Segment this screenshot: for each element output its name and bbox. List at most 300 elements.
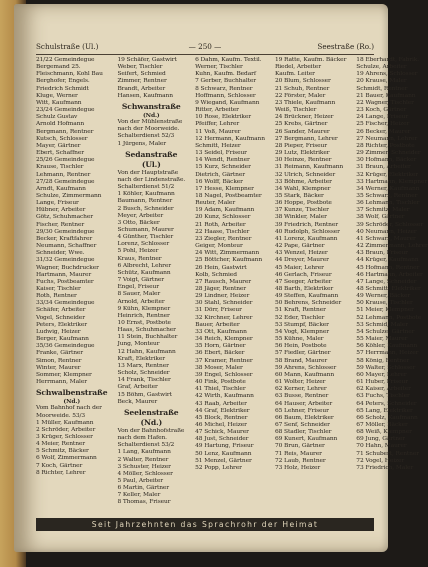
directory-entry: 60 Mann, Kaufmann <box>274 371 335 378</box>
directory-entry: 33 Hartmann, Klempner <box>356 178 428 185</box>
directory-entry: Berger, Kaufmann <box>36 336 89 343</box>
directory-entry: Schalterdienst 51/2 <box>117 184 175 191</box>
directory-entry: 18 Nagel, Postbeamter <box>195 192 262 199</box>
directory-entry: Roth, Rentner <box>36 293 77 300</box>
directory-entry: 38 Moser, Maler <box>195 364 243 371</box>
directory-entry: 19 Ratte, Kaufm. Bäcker <box>274 57 347 63</box>
directory-entry: Kluge, Werner <box>36 92 78 99</box>
directory-entry: 3 Otto, Bäcker <box>117 219 160 226</box>
directory-entry: 2 Busch, Schneider <box>117 205 174 212</box>
directory-entry: 28 Jäger, Rentner <box>195 286 247 292</box>
directory-entry: Berghofer, Engels. <box>36 78 90 85</box>
directory-entry: 70 Hahn, Maurer <box>356 443 407 450</box>
directory-entry: 58 Brand, Maurer <box>274 357 328 364</box>
directory-entry: 12 Hahn, Kaufmann <box>117 348 176 355</box>
directory-entry: 45 Hofmann, Rentner <box>356 264 420 271</box>
directory-entry: 29 Lutz, Elektriker <box>274 150 330 157</box>
directory-entry: 40 Neumann, Heizer <box>356 228 417 235</box>
directory-entry: Von der Hauptstraße <box>117 169 179 176</box>
directory-entry: Weiß, Tischler <box>274 107 317 114</box>
directory-entry: 31 Braun, Arbeiter <box>356 164 411 171</box>
directory-entry: 26 Becker, Maurer <box>356 128 411 135</box>
footer-banner: Seit Jahrzehnten das Sprachrohr der Heimat <box>36 518 374 531</box>
directory-entry: 69 Kunert, Kaufmann <box>274 436 338 443</box>
directory-entry: 52 Lehmann, Postbote <box>356 314 422 321</box>
directory-entry: 7 Koch, Gärtner <box>36 462 83 469</box>
directory-entry: Vogel, Schneider <box>36 314 85 321</box>
directory-entry: 52 Popp, Lehrer <box>195 464 242 471</box>
directory-entry: 61 Wolter, Heizer <box>274 379 326 386</box>
directory-entry: Franke, Gärtner <box>36 350 84 357</box>
directory-entry: 27 Bergmann, Lehrer <box>274 135 338 142</box>
directory-entry: Reuter, Maler <box>195 200 236 207</box>
directory-entry: 64 Hauser, Arbeiter <box>274 400 333 407</box>
directory-entry: 19 Adam, Kaufmann <box>195 207 255 214</box>
directory-entry: Götz, Schuhmacher <box>36 214 93 221</box>
directory-entry: 8 Sauer, Maler <box>117 291 161 298</box>
directory-entry: 72 Laub, Rentner <box>274 457 326 464</box>
directory-entry: 28 Richter, Postbote <box>356 142 415 149</box>
directory-entry: 22 Wagner, Tischler <box>356 99 414 106</box>
directory-entry: 65 Lehner, Friseur <box>274 407 329 414</box>
directory-column-3 <box>195 57 265 505</box>
directory-entry: Lange, Friseur <box>36 200 79 207</box>
directory-entry: 10 Rose, Elektriker <box>195 114 252 121</box>
street-heading: Schwalbenstraße <box>36 388 108 398</box>
directory-entry: 37 Schmitz, Maler <box>356 207 410 214</box>
directory-entry: 2 Walter, Rentner <box>117 456 169 463</box>
directory-entry: 5 Paul, Arbeiter <box>117 477 163 484</box>
directory-entry: 2 Schröder, Arbeiter <box>36 426 96 433</box>
directory-entry: 48 Schmitt, Elektriker <box>356 286 421 292</box>
directory-entry: 43 Wenzel, Heizer <box>274 250 328 257</box>
directory-entry: 36 Ebert, Bäcker <box>195 350 245 357</box>
directory-entry: 34 Wahl, Klempner <box>274 185 331 192</box>
directory-entry: 67 Senf, Schneider <box>274 421 330 428</box>
directory-entry: 4 Möller, Schlosser <box>117 470 173 477</box>
directory-entry: 32 Kirchner, Lehrer <box>195 314 253 321</box>
directory-entry: 15 Böhm, Gastwirt <box>117 391 172 398</box>
directory-entry: 20 Kunz, Schlosser <box>195 214 251 221</box>
directory-entry: 49 Hartung, Friseur <box>195 443 254 450</box>
directory-entry: 32 Ulrich, Schneider <box>274 171 336 178</box>
directory-entry: Kraft, Elektriker <box>117 355 165 362</box>
directory-entry: 34 Werner, Kaufmann <box>356 185 420 192</box>
directory-entry: Hansen, Kaufmann <box>117 92 173 99</box>
directory-entry: 25 Krebs, Gärtner <box>274 121 328 128</box>
directory-entry: nach der Lindenstraße. <box>117 176 186 183</box>
directory-entry: 32 Krüger, Elektriker <box>356 171 418 178</box>
directory-entry: 57 Herrmann, Heizer <box>356 350 419 357</box>
directory-entry: 71 Schubert, Rentner <box>356 450 419 457</box>
directory-entry: 27 Rausch, Maurer <box>195 278 251 285</box>
directory-entry: 42 Pape, Gärtner <box>274 243 325 250</box>
directory-entry: 41 Lorenz, Kaufmann <box>274 235 338 242</box>
directory-entry: 24 Witt, Zimmermann <box>195 250 260 257</box>
directory-entry: Schalterdienst 53/2 <box>117 442 175 449</box>
directory-entry: Neumann, Schaffner <box>36 243 97 250</box>
directory-entry: 6 Wolf, Zimmermann <box>36 455 97 462</box>
directory-entry: Haas, Schuhmacher <box>117 327 176 334</box>
directory-entry: 10 Ernst, Postbote <box>117 320 171 326</box>
directory-entry: 39 Schröder, Schlosser <box>356 221 424 228</box>
directory-entry: 53 Stumpf, Bäcker <box>274 321 329 328</box>
directory-entry: 21 Roth, Arbeiter <box>195 221 246 228</box>
directory-entry: Lehmann, Rentner <box>36 171 91 178</box>
directory-entry: Fischer, Rentner <box>36 221 85 228</box>
directory-entry: 8 Richter, Lehrer <box>36 469 86 476</box>
directory-entry: 23 Koch, Gärtner <box>356 107 407 114</box>
street-heading: Sedanstraße (Ul.) <box>125 149 178 169</box>
directory-entry: 52 Eder, Tischler <box>274 314 325 321</box>
directory-entry: 27 Neumann, Lehrer <box>356 135 418 142</box>
directory-entry: 17 Hesse, Klempner <box>195 185 254 192</box>
directory-entry: 63 Fuchs, Tischler <box>356 393 410 400</box>
directory-entry: Hübner, Arbeiter <box>36 207 86 214</box>
directory-entry: Zimmer, Rentner <box>117 78 167 85</box>
directory-entry: 46 Hartmann, Arbeiter <box>356 271 423 278</box>
directory-entry: Ludwig, Heizer <box>36 328 81 335</box>
directory-entry: 5 Schmitz, Bäcker <box>36 448 89 455</box>
directory-entry: 9 Wiegand, Kaufmann <box>195 99 260 106</box>
directory-entry: 66 Scholz, Kaufmann <box>356 414 418 421</box>
directory-entry: Schumann, Maurer <box>117 226 174 233</box>
directory-entry: 6 Dahm, Kaufm. Textil. <box>195 57 262 63</box>
directory-entry: 58 König, Rentner <box>356 357 410 364</box>
street-heading: Schwanstraße <box>121 101 181 111</box>
directory-entry: 23 Ziegler, Rentner <box>195 235 252 242</box>
directory-entry: Kraus, Rentner <box>117 255 162 262</box>
directory-entry: 13 Marx, Rentner <box>117 362 169 369</box>
directory-entry: Kuhn, Kaufm. Bedarf <box>195 71 256 78</box>
directory-entry: 47 Seeger, Arbeiter <box>274 278 332 285</box>
directory-entry: Kutsch, Schlosser <box>36 135 88 142</box>
directory-entry: Wagner, Buchdrucker <box>36 264 99 271</box>
directory-entry: 30 Heinze, Rentner <box>274 157 332 164</box>
directory-page <box>14 4 428 552</box>
directory-entry: 55 Maier, Maurer <box>356 336 408 343</box>
directory-entry: 20 Blum, Schlosser <box>274 78 331 85</box>
directory-entry: Sommer, Klempner <box>36 371 92 378</box>
directory-entry: 66 Baum, Elektriker <box>274 414 334 421</box>
directory-entry: 41 Schwarz, Maurer <box>356 235 416 242</box>
directory-entry: 7 Keller, Maler <box>117 492 161 499</box>
directory-entry: 44 Dreyer, Maurer <box>274 257 329 264</box>
directory-entry: 8 Thomas, Friseur <box>117 499 171 506</box>
directory-entry: Witt, Kaufmann <box>36 99 82 106</box>
directory-entry: 33 Ott, Kaufmann <box>195 328 247 335</box>
directory-entry: 49 Steffen, Kaufmann <box>274 293 339 300</box>
directory-entry: 43 Braun, Friseur <box>356 250 408 257</box>
directory-entry: 63 Busse, Rentner <box>274 393 329 400</box>
directory-entry: Fleischmann, Kohl Bau <box>36 71 103 78</box>
directory-entry: Schulze, Arbeiter <box>356 64 407 71</box>
directory-entry: 44 Krüger, Kaufmann <box>356 257 419 264</box>
directory-entry: Graf, Arbeiter <box>117 384 158 391</box>
directory-entry: 55 Kühne, Maler <box>274 336 324 343</box>
directory-entry: nach dem Hafen. <box>117 435 167 442</box>
directory-entry: 41 Thiel, Tischler <box>195 386 246 393</box>
directory-entry: 47 Lange, Schneider <box>356 278 417 285</box>
directory-entry: 30 Hofmann, Bäcker <box>356 157 417 164</box>
directory-entry: 64 Peters, Schneider <box>356 400 417 407</box>
directory-entry: 72 Vogel, Heizer <box>356 457 405 464</box>
directory-entry: Schulze, Zimmermann <box>36 192 102 199</box>
directory-entry: 71 Reis, Maurer <box>274 450 322 457</box>
directory-entry: 47 Schick, Maurer <box>195 429 249 436</box>
directory-entry: Jung, Monteur <box>117 341 160 348</box>
directory-entry: Mayer, Gärtner <box>36 142 81 149</box>
directory-entry: 53 Schmid, Maler <box>356 321 408 328</box>
directory-entry: Schmidt, Rentner <box>356 85 408 92</box>
directory-entry: 70 Brun, Gärtner <box>274 443 325 450</box>
directory-entry: Moorweide. 53/3 <box>36 412 86 419</box>
header-left-street: Schulstraße (Ul.) <box>36 42 99 51</box>
directory-entry: Meyer, Arbeiter <box>117 212 164 219</box>
directory-entry: 23 Thiele, Kaufmann <box>274 99 336 106</box>
directory-entry: 4 Günther, Tischler <box>117 234 174 241</box>
directory-entry: 67 Möller, Bäcker <box>356 421 408 428</box>
directory-entry: 62 Kaiser, Arbeiter <box>356 386 411 393</box>
directory-entry: 40 Fink, Postbote <box>195 379 246 386</box>
directory-entry: Von der Mühlenstraße <box>117 119 183 126</box>
directory-entry: nach der Moorweide. <box>117 126 180 133</box>
directory-entry: Bergemand 25. <box>36 64 81 71</box>
directory-entry: 31 Dörr, Friseur <box>195 307 242 314</box>
directory-column-2 <box>117 57 185 505</box>
directory-entry: 1 Lang, Kaufmann <box>117 449 171 456</box>
directory-entry: Riedel, Arbeiter <box>274 64 321 71</box>
directory-entry: 14 Wendt, Rentner <box>195 157 250 164</box>
directory-entry: 59 Ahrens, Schlosser <box>274 364 337 371</box>
directory-entry: 31/32 Gemeindegue <box>36 257 95 264</box>
directory-entry: 50 Krause, Tischler <box>356 300 413 307</box>
directory-column-5 <box>356 57 427 505</box>
directory-entry: Ebert, Schaffner <box>36 150 84 157</box>
directory-entry: Geiger, Monteur <box>195 243 243 250</box>
directory-entry: 44 Graf, Elektriker <box>195 407 250 414</box>
directory-entry: Arnold, Arbeiter <box>117 298 165 305</box>
directory-entry: Herrmann, Maler <box>36 379 87 386</box>
directory-entry: Kolb, Schmied <box>195 271 237 278</box>
directory-entry: Schäfer, Arbeiter <box>36 307 86 314</box>
directory-entry: 3 Schuster, Heizer <box>117 463 171 470</box>
directory-entry: 73 Friedrich, Maler <box>356 464 414 471</box>
directory-entry: 11 Stein, Buchhalter <box>117 334 178 341</box>
directory-entry: 15 Kurz, Schneider <box>195 164 251 171</box>
page-number: — 250 — <box>188 42 222 51</box>
directory-entry: Dietrich, Gärtner <box>195 171 245 178</box>
directory-entry: 4 Meier, Rentner <box>36 441 85 448</box>
directory-entry: Fuchs, Postbeamter <box>36 278 94 285</box>
directory-entry: Ritter, Arbeiter <box>195 107 239 114</box>
directory-entry: 22 Förster, Maler <box>274 92 326 99</box>
directory-entry: 51 Meier, Klempner <box>356 307 414 314</box>
directory-entry: (Nd.) <box>142 111 160 119</box>
directory-entry: 33 Böhme, Arbeiter <box>274 178 332 185</box>
directory-entry: 11 Voß, Maurer <box>195 128 241 135</box>
directory-entry: 9 Kühn, Klempner <box>117 305 171 312</box>
directory-entry: Peters, Elektriker <box>36 321 87 328</box>
directory-entry: 34 Reich, Klempner <box>195 336 253 343</box>
directory-entry: Schulz Gustav <box>36 114 78 121</box>
directory-entry: 12 Hermann, Kaufmann <box>195 135 265 142</box>
directory-columns <box>36 57 428 506</box>
directory-entry: 51 Menzel, Gärtner <box>195 457 252 464</box>
directory-entry: Von der Bahnhofstraße <box>117 427 185 434</box>
directory-entry: 50 Behrens, Schneider <box>274 300 342 307</box>
directory-entry: 23/24 Gemeindegue <box>36 107 95 114</box>
directory-entry: 43 Raab, Arbeiter <box>195 400 247 407</box>
directory-entry: 46 Michel, Heizer <box>195 421 247 428</box>
directory-entry: 7 Gerber, Buchhalter <box>195 78 256 85</box>
directory-entry: Friedrich Schmidt <box>36 85 89 92</box>
directory-entry: 57 Fiedler, Gärtner <box>274 350 331 357</box>
directory-entry: Schmitt, Heizer <box>195 142 241 149</box>
directory-entry: 68 Weiß, Klempner <box>356 429 412 436</box>
directory-entry: 48 Just, Schneider <box>195 436 249 443</box>
directory-entry: 5 Pohl, Heizer <box>117 248 159 255</box>
directory-entry: 37 Kunze, Tischler <box>274 207 329 214</box>
directory-entry: Winter, Maurer <box>36 364 81 371</box>
directory-entry: 1 Köhler, Kaufmann <box>117 191 175 198</box>
directory-entry: Scholz, Schneider <box>117 370 170 377</box>
directory-entry: 45 Maier, Lehrer <box>274 264 324 271</box>
directory-entry: Beck, Maurer <box>117 398 158 405</box>
directory-entry: 18 Eberhardt, Fabrik. <box>356 57 420 63</box>
directory-entry: Baumann, Rentner <box>117 198 173 205</box>
directory-entry: 27/28 Gemeindegue <box>36 178 95 185</box>
directory-entry: 19 Ahrens, Schlosser <box>356 71 418 78</box>
directory-entry: Vom Bahnhof nach der <box>36 405 102 412</box>
directory-entry: Schalterdienst 52/3 <box>117 133 175 140</box>
directory-entry: 26 Sander, Maurer <box>274 128 330 135</box>
directory-entry: Hartmann, Maurer <box>36 271 92 278</box>
directory-entry: 29 Zimmer, Schneider <box>356 150 421 157</box>
directory-entry: 62 Kerner, Lehrer <box>274 386 327 393</box>
directory-entry: 60 Mayer, Lehrer <box>356 371 407 378</box>
directory-entry: Weber, Tischler <box>117 64 163 71</box>
directory-entry: 7 Voigt, Gärtner <box>117 277 164 284</box>
directory-entry: 38 Wolf, Gärtner <box>356 214 405 221</box>
directory-entry: 8 Schwarz, Rentner <box>195 85 253 92</box>
directory-entry: 45 Block, Rentner <box>195 414 248 421</box>
directory-entry: Kaufm. Leiter <box>274 71 315 78</box>
directory-entry: Schneider, Wwe. <box>36 250 85 257</box>
directory-entry: 59 Walter, Schlosser <box>356 364 416 371</box>
directory-entry: 24 Lange, Friseur <box>356 114 409 121</box>
directory-column-1 <box>36 57 107 505</box>
directory-entry: 13 Seidel, Friseur <box>195 150 247 157</box>
directory-entry: 21/22 Gemeindegue <box>36 57 95 63</box>
directory-entry: Arnold Hofmann <box>36 121 85 128</box>
directory-entry: Bergmann, Rentner <box>36 128 94 135</box>
directory-entry: 51 Kraft, Rentner <box>274 307 326 314</box>
directory-entry: 65 Lang, Elektriker <box>356 407 413 414</box>
directory-entry: Arndt, Kaufmann <box>36 185 86 192</box>
directory-entry: 39 Friedrich, Rentner <box>274 221 338 228</box>
directory-entry: 42 Zimmermann, Lehrer <box>356 243 428 250</box>
directory-entry: 35 Stark, Bäcker <box>274 192 324 199</box>
directory-entry: 39 Engel, Schlosser <box>195 371 253 378</box>
directory-entry: 26 Hein, Gastwirt <box>195 264 247 271</box>
directory-entry: 24 Brückner, Heizer <box>274 114 334 121</box>
directory-entry: Seifert, Schmied <box>117 71 166 78</box>
directory-entry: Pfeiffer, Lehrer <box>195 121 240 128</box>
directory-entry: Hoffmann, Schlosser <box>195 92 256 99</box>
directory-entry: 35/36 Gemeindegue <box>36 343 95 350</box>
directory-entry: Engel, Friseur <box>117 284 159 291</box>
directory-entry: 30 Stahl, Schneider <box>195 300 253 307</box>
directory-entry: 35 Schwarz, Rentner <box>356 192 418 199</box>
page-header <box>36 42 374 54</box>
directory-entry: Krause, Tischler <box>36 164 84 171</box>
directory-entry: Brandt, Arbeiter <box>117 85 166 92</box>
directory-entry: Becker, Kraftfahrer <box>36 235 93 242</box>
directory-entry: 38 Winkler, Maler <box>274 214 327 221</box>
directory-entry: 1 Müller, Kaufmann <box>36 419 94 426</box>
directory-entry: 25 Böttcher, Kaufmann <box>195 257 263 264</box>
directory-entry: Kaiser, Tischler <box>36 286 81 292</box>
directory-entry: 69 Jung, Gärtner <box>356 436 406 443</box>
directory-entry: Bauer, Arbeiter <box>195 321 240 328</box>
directory-entry: Simon, Rentner <box>36 357 82 364</box>
directory-entry: 16 Wolff, Bäcker <box>195 178 243 185</box>
directory-entry: 73 Holz, Heizer <box>274 464 321 471</box>
directory-entry: 68 Stadler, Tischler <box>274 429 332 436</box>
directory-entry: 33/34 Gemeindegue <box>36 300 95 307</box>
directory-entry: Schütz, Kaufmann <box>117 269 171 276</box>
directory-entry: 28 Pieper, Friseur <box>274 142 327 149</box>
directory-entry: 1 Jürgens, Maler <box>117 140 166 147</box>
directory-entry: 22 Haase, Tischler <box>195 228 250 235</box>
directory-entry: 29/30 Gemeindegue <box>36 228 95 235</box>
directory-entry: Werner, Tischler <box>195 64 243 71</box>
directory-entry: 14 Frank, Tischler <box>117 377 171 384</box>
directory-entry: 6 Albrecht, Lehrer <box>117 262 171 269</box>
directory-entry: 56 Köhler, Kaufmann <box>356 343 418 350</box>
directory-entry: 19 Schäfer, Gastwirt <box>117 57 177 63</box>
street-heading: Seelenstraße (Nd.) <box>124 407 179 427</box>
directory-entry: 35 Horn, Gärtner <box>195 343 246 350</box>
directory-entry: Heinrich, Rentner <box>117 312 170 319</box>
directory-entry: 29 Lindner, Heizer <box>195 293 250 300</box>
directory-column-4 <box>275 57 346 505</box>
directory-entry: 56 Hein, Postbote <box>274 343 327 350</box>
directory-entry: 46 Gerlach, Friseur <box>274 271 332 278</box>
directory-entry: 6 Martin, Gärtner <box>117 485 170 492</box>
directory-entry: 25/26 Gemeindegue <box>36 157 95 164</box>
directory-entry: 3 Krüger, Schlosser <box>36 433 93 440</box>
directory-entry: 42 Wirth, Kaufmann <box>195 393 254 400</box>
directory-entry: 48 Barth, Elektriker <box>274 286 334 292</box>
directory-entry: 40 Rudolph, Schlosser <box>274 228 340 235</box>
directory-entry: 54 Schulze, Gärtner <box>356 328 415 335</box>
header-right-street: Seestraße (Ro.) <box>317 42 374 51</box>
directory-entry: 21 Bauer, Kaufmann <box>356 92 416 99</box>
directory-entry: 61 Huber, Friseur <box>356 379 408 386</box>
directory-entry: 36 Hoppe, Postbote <box>274 200 332 207</box>
directory-entry: Lorenz, Schlosser <box>117 241 170 248</box>
directory-entry: 49 Werner, Bäcker <box>356 293 411 300</box>
directory-entry: (Nd.) <box>63 398 81 406</box>
directory-entry: 54 Vogt, Klempner <box>274 328 329 335</box>
directory-entry: 36 Lehmann, Tischler <box>356 200 420 207</box>
directory-entry: 25 Fischer, Heizer <box>356 121 410 128</box>
directory-entry: 50 Lenz, Kaufmann <box>195 450 252 457</box>
directory-entry: 21 Schuh, Rentner <box>274 85 330 92</box>
directory-entry: 37 Kramer, Rentner <box>195 357 253 364</box>
